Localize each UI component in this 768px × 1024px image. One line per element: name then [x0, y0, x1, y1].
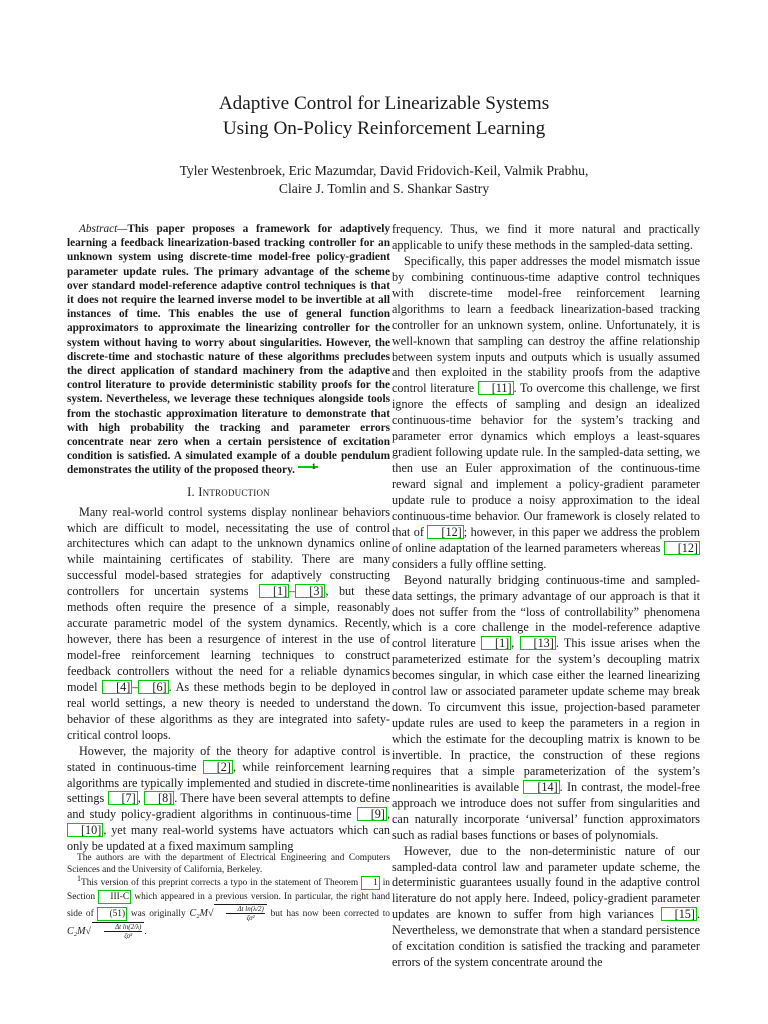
- text-run: but has now been corrected to: [266, 909, 390, 920]
- citation-link[interactable]: [10]: [67, 823, 103, 837]
- footnotes: [67, 852, 390, 940]
- footnote-mark: 1: [77, 874, 81, 884]
- citation-link[interactable]: [3]: [295, 584, 325, 598]
- text-run: –: [132, 679, 139, 694]
- math-expression-original: C₂M√ $\frac{\text{Δt ln(λ/2)}}{\text{ζσ²}}$: [189, 908, 266, 919]
- citation-link[interactable]: [14]: [523, 780, 559, 794]
- text-run: . Nevertheless, we demonstrate that when a standard persistence of excitation condition is satisfied the tracking and parameter errors of the system concentrate around the: [392, 907, 700, 970]
- intro-paragraph-2: [67, 744, 390, 856]
- text-run: . As these methods begin to be deployed in real world settings, a new theory is needed to understand the behavior of these algorithms as they are integrated into safety-critical control loops.: [67, 679, 390, 742]
- citation-link[interactable]: [9]: [357, 807, 387, 821]
- text-run: Specifically, this paper addresses the model mismatch issue by combining continuous-time adaptive control techniques with discrete-time model-free reinforcement learning algorithms to learn a feedback linearization-based tracking controller for an unknown system, online. Unfortunately, it is well-known that sampling can destroy the affine relationship between system inputs and outputs which is usually assumed and then exploited in the stability proofs from the adaptive control literature: [392, 253, 700, 396]
- math-expression-corrected: C₂M√ $\frac{\text{Δt ln(2/λ)}}{\text{ζσ²}}$: [67, 926, 144, 937]
- sqrt: [214, 904, 266, 922]
- text-run: in Section: [67, 878, 390, 903]
- fraction-denominator: ζσ²: [124, 932, 133, 941]
- left-column: [67, 222, 390, 855]
- citation-link[interactable]: [11]: [478, 381, 514, 395]
- text-run: considers a fully offline setting.: [392, 556, 547, 571]
- revision-footnote: [67, 876, 390, 940]
- text-run: ; however, in this paper we address the problem of online adaptation of the learned parameters whereas: [392, 524, 700, 555]
- text-run: . To overcome this challenge, we first ignore the effects of sampling and design an idealized continuous-time behavior for the system’s tracking and parameter error dynamics which employs a least-squares gradient following update rule. In the sampled-data setting, we then use an Euler approximation of the continuous-time reward signal and implement a policy-gradient parameter update rule to produce a noisy approximation to the ideal continuous-time behavior. Our framework is closely related to that of: [392, 381, 700, 539]
- citation-link[interactable]: [7]: [108, 791, 138, 805]
- abstract-body: This paper proposes a framework for adaptively learning a feedback linearization-based tracking controller for an unknown system using discrete-time model-free policy-gradient parameter update rules. The primary advantage of the scheme over standard model-reference adaptive control techniques is that it does not require the learned inverse model to be invertible at all instances of time. This enables the use of general function approximators to approximate the linearizing controller for the system without having to worry about singularities. However, the discrete-time and stochastic nature of these algorithms precludes the direct application of standard machinery from the adaptive control literature to provide deterministic stability proofs for the system. Nevertheless, we leverage these techniques alongside tools from the stochastic approximation literature to demonstrate that with high probability the tracking and parameter errors concentrate near zero when a certain persistence of excitation condition is satisfied. A simulated example of a double pendulum demonstrates the utility of the proposed theory.: [67, 223, 390, 477]
- citation-link[interactable]: [8]: [144, 791, 174, 805]
- sqrt: [92, 922, 147, 941]
- text-run: ,: [137, 791, 145, 806]
- fraction: [104, 923, 142, 940]
- citation-link[interactable]: [4]: [102, 680, 132, 694]
- text-run: ,: [511, 636, 520, 651]
- citation-link[interactable]: [2]: [203, 760, 233, 774]
- abstract-label: Abstract—: [79, 223, 128, 235]
- text-run: However, due to the non-deterministic nature of our sampled-data control law and parameter update scheme, the deterministic guarantees usually found in the adaptive control literature do not apply here. Indeed, policy-gradient parameter updates are known to suffer from high variances: [392, 843, 700, 922]
- fraction-numerator: Δt ln(2/λ): [104, 923, 142, 932]
- title-line-2: Using On-Policy Reinforcement Learning: [222, 117, 546, 139]
- text-run: –: [289, 584, 296, 599]
- footnote-link-1[interactable]: 1: [298, 466, 318, 468]
- text-run: ,: [386, 807, 390, 822]
- section-link[interactable]: III-C: [98, 890, 131, 904]
- section-number: I.: [187, 484, 195, 499]
- affiliation-note: The authors are with the department of Electrical Engineering and Computers Sciences and the University of California, Berkeley.: [67, 853, 390, 876]
- math-coefficient: C₂M: [189, 908, 208, 920]
- citation-link[interactable]: [1]: [259, 584, 289, 598]
- fraction-numerator: Δt ln(λ/2): [226, 905, 264, 914]
- text-run: This version of this preprint corrects a typo in the statement of Theorem: [81, 878, 362, 889]
- citation-link[interactable]: [15]: [661, 907, 697, 921]
- citation-link[interactable]: [12]: [427, 525, 463, 539]
- text-run: , while reinforcement learning algorithms are typically implemented and studied in discrete-time settings: [67, 759, 390, 806]
- title-line-1: Adaptive Control for Linearizable Systems: [218, 93, 550, 114]
- text-run: . There have been several attempts to define and study policy-gradient algorithms in continuous-time: [67, 791, 391, 822]
- text-run: , but these methods often require the presence of a simple, reasonably accurate parametric model of the system dynamics. Recently, however, there has been a resurgence of interest in the use of model-free reinforcement learning techniques to construct feedback controllers without the need for a reliable dynamics model: [67, 584, 390, 694]
- citation-link[interactable]: [1]: [481, 636, 511, 650]
- text-run: was originally: [127, 909, 190, 920]
- author-list: [84, 162, 684, 198]
- equation-link[interactable]: (51): [97, 907, 127, 921]
- right-paragraph-2: [392, 254, 700, 573]
- text-run: .: [144, 927, 147, 938]
- right-column: [392, 222, 700, 971]
- authors-line-1: Tyler Westenbroek, Eric Mazumdar, David Fridovich-Keil, Valmik Prabhu,: [179, 163, 589, 178]
- text-run: . In contrast, the model-free approach we introduce does not suffer from singularities and can naturally incorporate ‘universal’ function approximators such as radial bases functions or bases of polynomials.: [392, 779, 700, 842]
- authors-line-2: Claire J. Tomlin and S. Shankar Sastry: [278, 181, 490, 196]
- right-paragraph-4: [392, 844, 700, 972]
- fraction: [226, 905, 264, 922]
- section-title: Introduction: [198, 484, 270, 499]
- citation-link[interactable]: [6]: [138, 680, 168, 694]
- text-run: . This issue arises when the parameterized estimate for the system’s decoupling matrix becomes singular, in which case either the learned linearizing control law or associated parameter update scheme may break down. To circumvent this issue, projection-based parameter update rules are used to keep the parameters in a region in which the estimate for the decoupling matrix is known to be invertible. In practice, the construction of these regions requires that a simple parameterization of the system’s nonlinearities is available: [392, 636, 700, 794]
- fraction-denominator: ζσ²: [246, 914, 255, 923]
- text-run: Many real-world control systems display nonlinear behaviors which are difficult to model, necessitating the use of control architectures which can adapt to the unknown dynamics online while maintaining certificates of stability. There are many successful model-based strategies for adaptively constructing controllers for uncertain systems: [67, 504, 390, 599]
- right-paragraph-3: [392, 573, 700, 844]
- right-paragraph-1: frequency. Thus, we find it more natural and practically applicable to unify these methods in the sampled-data setting.: [392, 222, 700, 252]
- citation-link[interactable]: [13]: [520, 636, 556, 650]
- text-run: However, the majority of the theory for adaptive control is stated in continuous-time: [67, 743, 390, 774]
- intro-paragraph-1: [67, 505, 390, 744]
- text-run: , yet many real-world systems have actuators which can only be updated at a fixed maximum sampling: [67, 823, 390, 854]
- section-heading-introduction: [67, 485, 390, 501]
- text-run: Beyond naturally bridging continuous-time and sampled-data settings, the primary advantage of our approach is that it does not suffer from the “loss of controllability” phenomena which is a core challenge in the model-reference adaptive control literature: [392, 572, 700, 651]
- math-coefficient: C₂M: [67, 926, 86, 938]
- paper-title: [84, 92, 684, 141]
- text-run: which appeared in a previous version. In particular, the right hand side of: [67, 892, 390, 920]
- abstract: [67, 222, 390, 478]
- theorem-link[interactable]: 1: [361, 876, 380, 890]
- citation-link[interactable]: [12]: [664, 541, 700, 555]
